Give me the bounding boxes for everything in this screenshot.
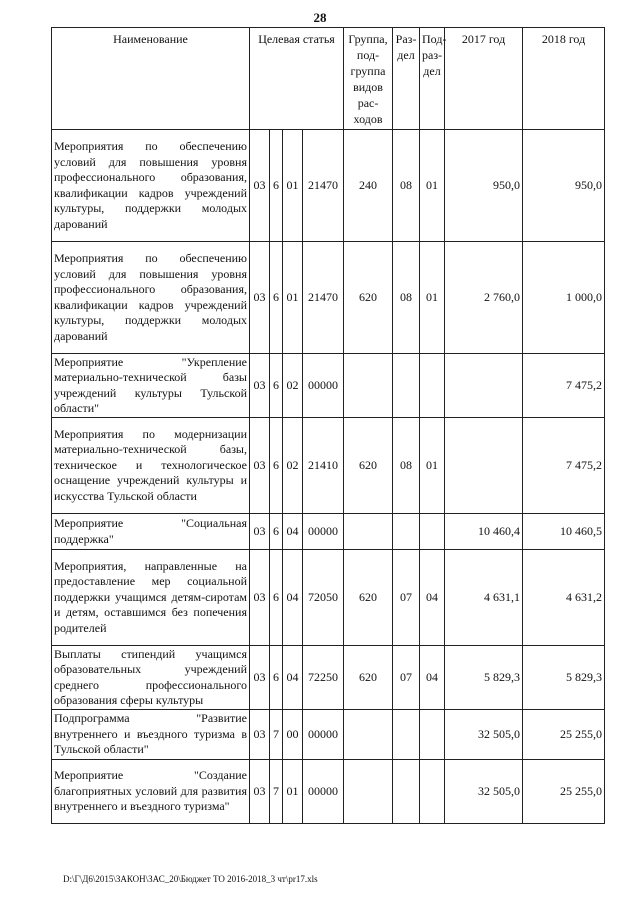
- amount-2017: 4 631,1: [445, 550, 523, 646]
- section-code: 08: [393, 418, 420, 514]
- row-name: Выплаты стипендий учащимся образовательных учреждений среднего профессионального образования сферы культуры: [52, 646, 250, 710]
- subsection-code: 01: [420, 242, 445, 354]
- group-code: 240: [344, 130, 393, 242]
- target-code-1: 03: [250, 760, 270, 824]
- row-name: Мероприятия, направленные на предоставление мер социальной поддержки учащимся детям-сиротам и детям, оставшимся без попечения родителей: [52, 550, 250, 646]
- target-code-1: 03: [250, 710, 270, 760]
- amount-2018: 1 000,0: [523, 242, 605, 354]
- target-code-2: 6: [270, 646, 283, 710]
- group-code: 620: [344, 550, 393, 646]
- amount-2018: 5 829,3: [523, 646, 605, 710]
- amount-2018: 25 255,0: [523, 760, 605, 824]
- row-name: Мероприятия по обеспечению условий для повышения уровня профессионального образования, квалификации кадров учреждений культуры, поддержки молодых дарований: [52, 130, 250, 242]
- target-code-4: 21470: [303, 242, 344, 354]
- table-row: [52, 130, 605, 242]
- target-code-3: 01: [283, 760, 303, 824]
- amount-2017: 5 829,3: [445, 646, 523, 710]
- amount-2018: 7 475,2: [523, 354, 605, 418]
- group-code: [344, 354, 393, 418]
- amount-2018: 4 631,2: [523, 550, 605, 646]
- target-code-1: 03: [250, 130, 270, 242]
- row-name: Мероприятия по модернизации материально-технической базы, техническое и технологическое оснащение учреждений культуры и искусства Тульской области: [52, 418, 250, 514]
- amount-2017: 32 505,0: [445, 760, 523, 824]
- group-code: [344, 710, 393, 760]
- target-code-3: 02: [283, 354, 303, 418]
- target-code-4: 21410: [303, 418, 344, 514]
- target-code-1: 03: [250, 242, 270, 354]
- target-code-4: 00000: [303, 710, 344, 760]
- subsection-code: 04: [420, 550, 445, 646]
- section-code: [393, 760, 420, 824]
- target-code-3: 01: [283, 130, 303, 242]
- header-target: Целевая статья: [250, 28, 344, 130]
- row-name: Мероприятия по обеспечению условий для повышения уровня профессионального образования, квалификации кадров учреждений культуры, поддержки молодых дарований: [52, 242, 250, 354]
- amount-2018: 25 255,0: [523, 710, 605, 760]
- subsection-code: [420, 710, 445, 760]
- target-code-4: 00000: [303, 354, 344, 418]
- table-row: [52, 354, 605, 418]
- target-code-2: 6: [270, 514, 283, 550]
- amount-2017: 950,0: [445, 130, 523, 242]
- target-code-3: 02: [283, 418, 303, 514]
- amount-2017: 2 760,0: [445, 242, 523, 354]
- section-code: [393, 710, 420, 760]
- target-code-4: 00000: [303, 760, 344, 824]
- row-name: Мероприятие "Создание благоприятных условий для развития внутреннего и въездного туризма": [52, 760, 250, 824]
- table-row: [52, 514, 605, 550]
- target-code-4: 72250: [303, 646, 344, 710]
- target-code-1: 03: [250, 354, 270, 418]
- amount-2017: 32 505,0: [445, 710, 523, 760]
- target-code-3: 04: [283, 646, 303, 710]
- subsection-code: [420, 514, 445, 550]
- target-code-1: 03: [250, 646, 270, 710]
- section-code: [393, 354, 420, 418]
- table-header-row: [52, 28, 605, 130]
- target-code-2: 6: [270, 550, 283, 646]
- group-code: [344, 514, 393, 550]
- table-row: [52, 710, 605, 760]
- amount-2018: 10 460,5: [523, 514, 605, 550]
- section-code: [393, 514, 420, 550]
- target-code-2: 7: [270, 760, 283, 824]
- group-code: 620: [344, 418, 393, 514]
- target-code-1: 03: [250, 514, 270, 550]
- budget-table: [51, 27, 605, 824]
- table-row: [52, 418, 605, 514]
- target-code-2: 6: [270, 418, 283, 514]
- target-code-2: 6: [270, 242, 283, 354]
- target-code-1: 03: [250, 550, 270, 646]
- target-code-3: 04: [283, 514, 303, 550]
- amount-2017: [445, 354, 523, 418]
- target-code-2: 6: [270, 354, 283, 418]
- subsection-code: [420, 760, 445, 824]
- target-code-3: 00: [283, 710, 303, 760]
- target-code-4: 00000: [303, 514, 344, 550]
- target-code-2: 6: [270, 130, 283, 242]
- target-code-3: 04: [283, 550, 303, 646]
- amount-2017: 10 460,4: [445, 514, 523, 550]
- row-name: Мероприятие "Социальная поддержка": [52, 514, 250, 550]
- subsection-code: [420, 354, 445, 418]
- header-subsection: Под- раз- дел: [420, 28, 445, 130]
- target-code-2: 7: [270, 710, 283, 760]
- header-section: Раз- дел: [393, 28, 420, 130]
- section-code: 08: [393, 242, 420, 354]
- group-code: 620: [344, 646, 393, 710]
- amount-2018: 950,0: [523, 130, 605, 242]
- target-code-4: 21470: [303, 130, 344, 242]
- subsection-code: 01: [420, 418, 445, 514]
- target-code-1: 03: [250, 418, 270, 514]
- page-number: 28: [313, 10, 327, 25]
- row-name: Подпрограмма "Развитие внутреннего и въездного туризма в Тульской области": [52, 710, 250, 760]
- header-group: Группа, под- группа видов рас- ходов: [344, 28, 393, 130]
- table-row: [52, 760, 605, 824]
- amount-2018: 7 475,2: [523, 418, 605, 514]
- target-code-3: 01: [283, 242, 303, 354]
- header-2018: 2018 год: [523, 28, 605, 130]
- header-name: Наименование: [52, 28, 250, 130]
- header-2017: 2017 год: [445, 28, 523, 130]
- table-row: [52, 242, 605, 354]
- table-row: [52, 646, 605, 710]
- section-code: 07: [393, 646, 420, 710]
- section-code: 08: [393, 130, 420, 242]
- file-path-footer: D:\Г\Д6\2015\ЗАКОН\ЗАС_20\Бюджет ТО 2016-2018_3 чт\pr17.xls: [63, 874, 318, 884]
- row-name: Мероприятие "Укрепление материально-технической базы учреждений культуры Тульской области": [52, 354, 250, 418]
- table-row: [52, 550, 605, 646]
- subsection-code: 04: [420, 646, 445, 710]
- section-code: 07: [393, 550, 420, 646]
- amount-2017: [445, 418, 523, 514]
- subsection-code: 01: [420, 130, 445, 242]
- group-code: [344, 760, 393, 824]
- group-code: 620: [344, 242, 393, 354]
- target-code-4: 72050: [303, 550, 344, 646]
